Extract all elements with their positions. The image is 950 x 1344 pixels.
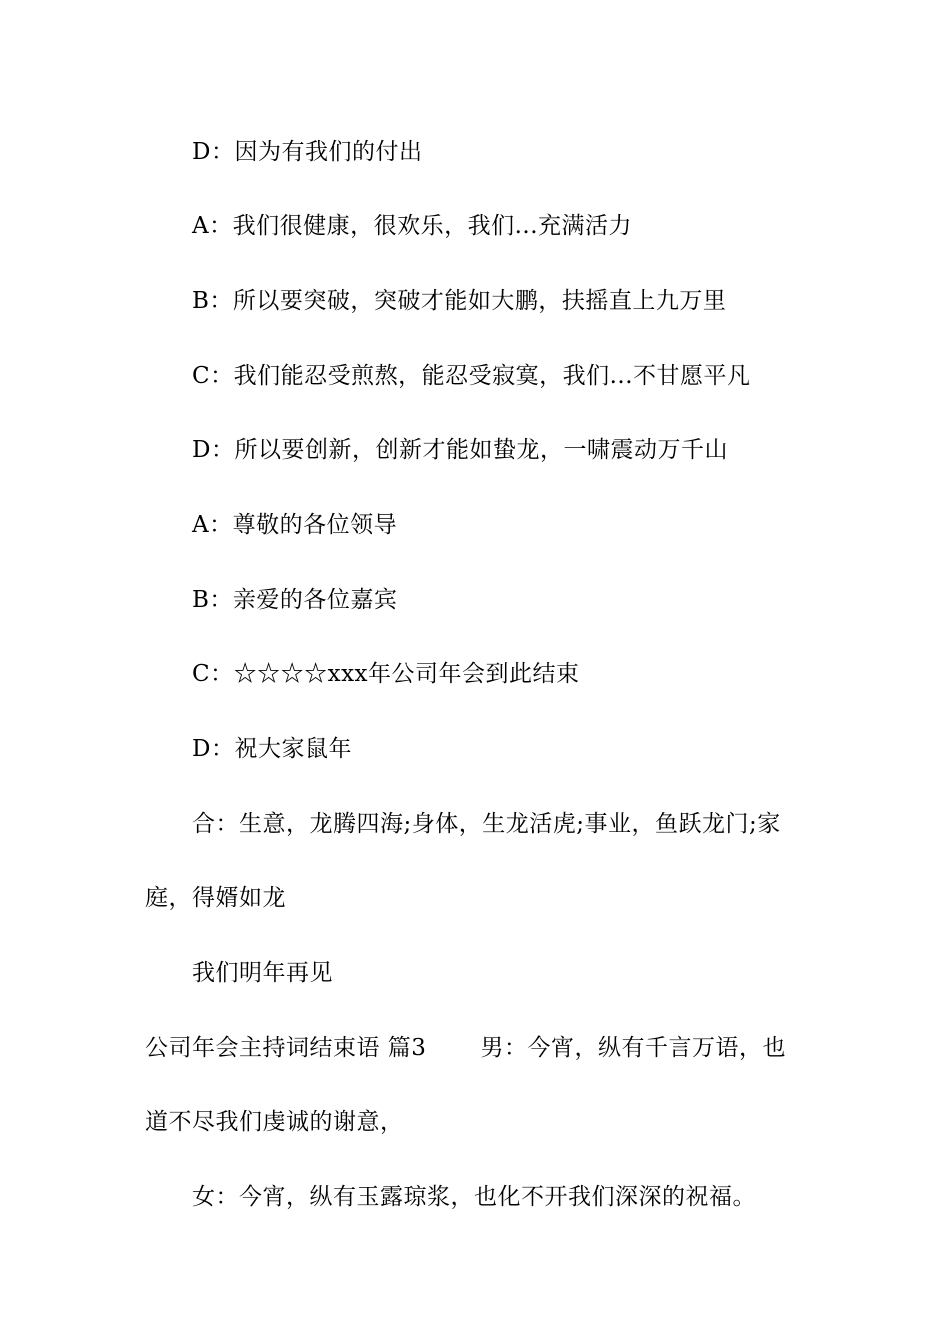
section-heading-row <box>145 1033 786 1063</box>
dialogue-line: A：我们很健康，很欢乐，我们...充满活力 <box>192 213 633 239</box>
section-heading: 公司年会主持词结束语 篇3 <box>145 1035 427 1061</box>
dialogue-line: B：亲爱的各位嘉宾 <box>192 587 398 613</box>
dialogue-line: D：所以要创新，创新才能如蛰龙，一啸震动万千山 <box>192 437 728 463</box>
dialogue-line: C：我们能忍受煎熬，能忍受寂寞，我们...不甘愿平凡 <box>192 363 751 389</box>
dialogue-line: B：所以要突破，突破才能如大鹏，扶摇直上九万里 <box>192 288 727 314</box>
dialogue-line: D：因为有我们的付出 <box>192 139 423 165</box>
female-line: 女：今宵，纵有玉露琼浆，也化不开我们深深的祝福。 <box>192 1184 756 1210</box>
dialogue-line: D：祝大家鼠年 <box>192 736 352 762</box>
closing-paragraph-line: 合：生意，龙腾四海;身体，生龙活虎;事业，鱼跃龙门;家 <box>192 811 781 837</box>
dialogue-line: C：☆☆☆☆xxx年公司年会到此结束 <box>192 661 580 687</box>
dialogue-line: A：尊敬的各位领导 <box>192 512 398 538</box>
see-you-line: 我们明年再见 <box>192 960 333 986</box>
closing-paragraph-line: 庭，得婿如龙 <box>145 885 286 911</box>
male-line: 男：今宵，纵有千言万语，也 <box>480 1035 786 1061</box>
male-line-continued: 道不尽我们虔诚的谢意， <box>145 1109 404 1135</box>
